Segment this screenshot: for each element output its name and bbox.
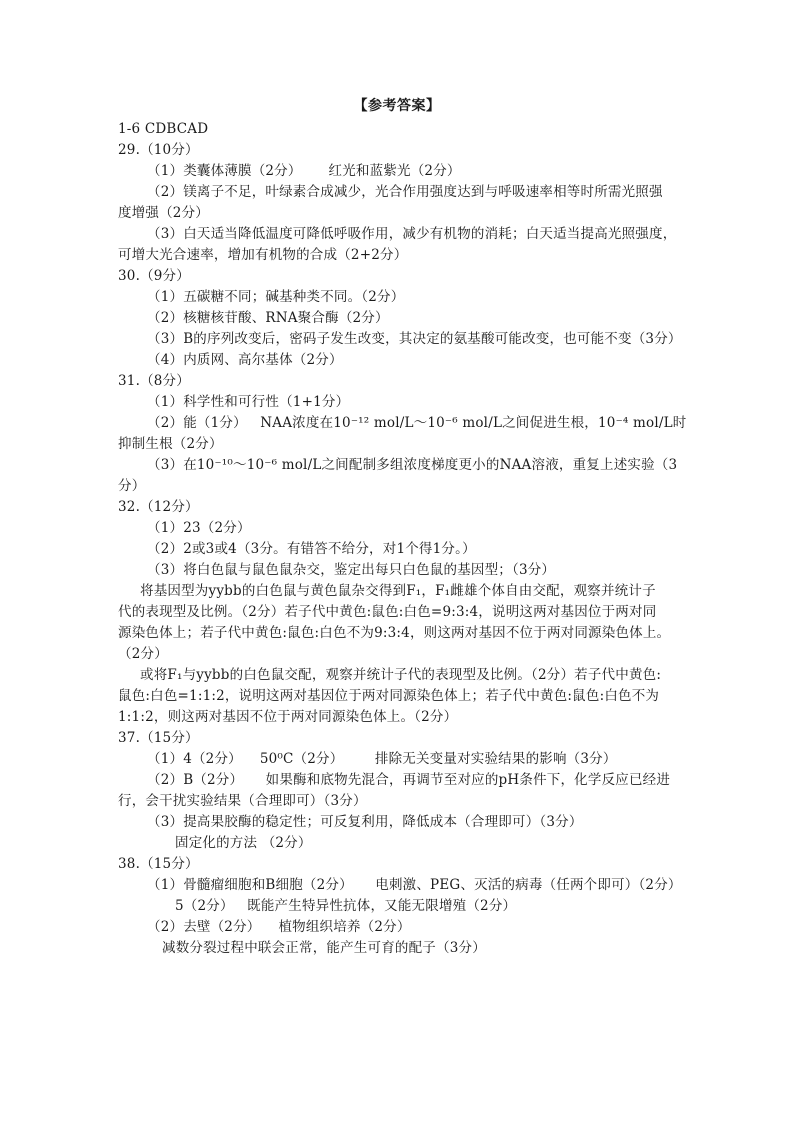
text-line: 或将F₁与yybb的白色鼠交配，观察并统计子代的表现型及比例。（2分）若子代中黄色: xyxy=(140,667,662,683)
text-line: 源染色体上；若子代中黄色:鼠色:白色不为9:3:4，则这两对基因不位于两对同源染色体上。 xyxy=(118,625,671,641)
text-line: （1）类囊体薄膜（2分） 红光和蓝紫光（2分） xyxy=(147,163,461,179)
text-line: 将基因型为yybb的白色鼠与黄色鼠杂交得到F₁，F₁雌雄个体自由交配，观察并统计子 xyxy=(140,583,656,599)
text-line: （2）B（2分） 如果酶和底物先混合，再调节至对应的pH条件下，化学反应已经进 xyxy=(147,772,671,788)
text-line: 代的表现型及比例。（2分）若子代中黄色:鼠色:白色=9:3:4，说明这两对基因位于两对同 xyxy=(118,604,657,620)
text-line: 鼠色:白色=1:1:2，说明这两对基因位于两对同源染色体上；若子代中黄色:鼠色:白色不为 xyxy=(118,688,660,704)
text-line: 固定化的方法 （2分） xyxy=(175,835,312,851)
text-line: （2）镁离子不足，叶绿素合成减少，光合作用强度达到与呼吸速率相等时所需光照强 xyxy=(147,184,663,200)
text-line: （3）在10⁻¹⁰～10⁻⁶ mol/L之间配制多组浓度梯度更小的NAA溶液，重复上述实验（3 xyxy=(147,457,678,473)
text-line: 30.（9分） xyxy=(118,268,190,284)
text-line: 可增大光合速率，增加有机物的合成（2+2分） xyxy=(118,247,408,263)
text-line: （1）4（2分） 50⁰C（2分） 排除无关变量对实验结果的影响（3分） xyxy=(147,751,617,767)
text-line: 32.（12分） xyxy=(118,499,199,515)
text-line: （2）2或3或4（3分。有错答不给分，对1个得1分。） xyxy=(147,541,476,557)
text-line: 1:1:2，则这两对基因不位于两对同源染色体上。（2分） xyxy=(118,709,458,725)
text-line: 29.（10分） xyxy=(118,142,199,158)
text-line: （3）白天适当降低温度可降低呼吸作用，减少有机物的消耗；白天适当提高光照强度， xyxy=(147,226,677,242)
text-line: （1）科学性和可行性（1+1分） xyxy=(147,394,350,410)
text-line: （3）B的序列改变后，密码子发生改变，其决定的氨基酸可能改变，也可能不变（3分） xyxy=(147,331,682,347)
text-line: （1）骨髓瘤细胞和B细胞（2分） 电刺激、PEG、灭活的病毒（任两个即可）（2分） xyxy=(147,877,682,893)
text-line: （1）23（2分） xyxy=(147,520,251,536)
text-line: 度增强（2分） xyxy=(118,205,209,221)
text-line: 37.（15分） xyxy=(118,730,199,746)
text-line: 31.（8分） xyxy=(118,373,190,389)
text-line: 分） xyxy=(118,478,146,494)
text-line: （1）五碳糖不同；碱基种类不同。（2分） xyxy=(147,289,405,305)
text-line: （3）提高果胶酶的稳定性；可反复利用，降低成本（合理即可）（3分） xyxy=(147,814,583,830)
text-line: 抑制生根（2分） xyxy=(118,436,223,452)
text-line: 行，会干扰实验结果（合理即可）（3分） xyxy=(118,793,367,809)
text-line: （4）内质网、高尔基体（2分） xyxy=(147,352,343,368)
text-line: 1-6 CDBCAD xyxy=(118,121,209,137)
text-line: （2）能（1分） NAA浓度在10⁻¹² mol/L～10⁻⁶ mol/L之间促进生根，10⁻⁴ mol/L时 xyxy=(147,415,687,431)
page-title: 【参考答案】 xyxy=(353,98,441,114)
text-line: （3）将白色鼠与鼠色鼠杂交，鉴定出每只白色鼠的基因型；（3分） xyxy=(147,562,556,578)
text-line: （2）核糖核苷酸、RNA聚合酶（2分） xyxy=(147,310,389,326)
text-line: （2）去壁（2分） 植物组织培养（2分） xyxy=(147,919,411,935)
text-line: 5（2分） 既能产生特异性抗体，又能无限增殖（2分） xyxy=(175,898,517,914)
text-line: 减数分裂过程中联会正常，能产生可育的配子（3分） xyxy=(162,940,486,956)
text-line: 38.（15分） xyxy=(118,856,199,872)
text-line: （2分） xyxy=(118,646,168,662)
